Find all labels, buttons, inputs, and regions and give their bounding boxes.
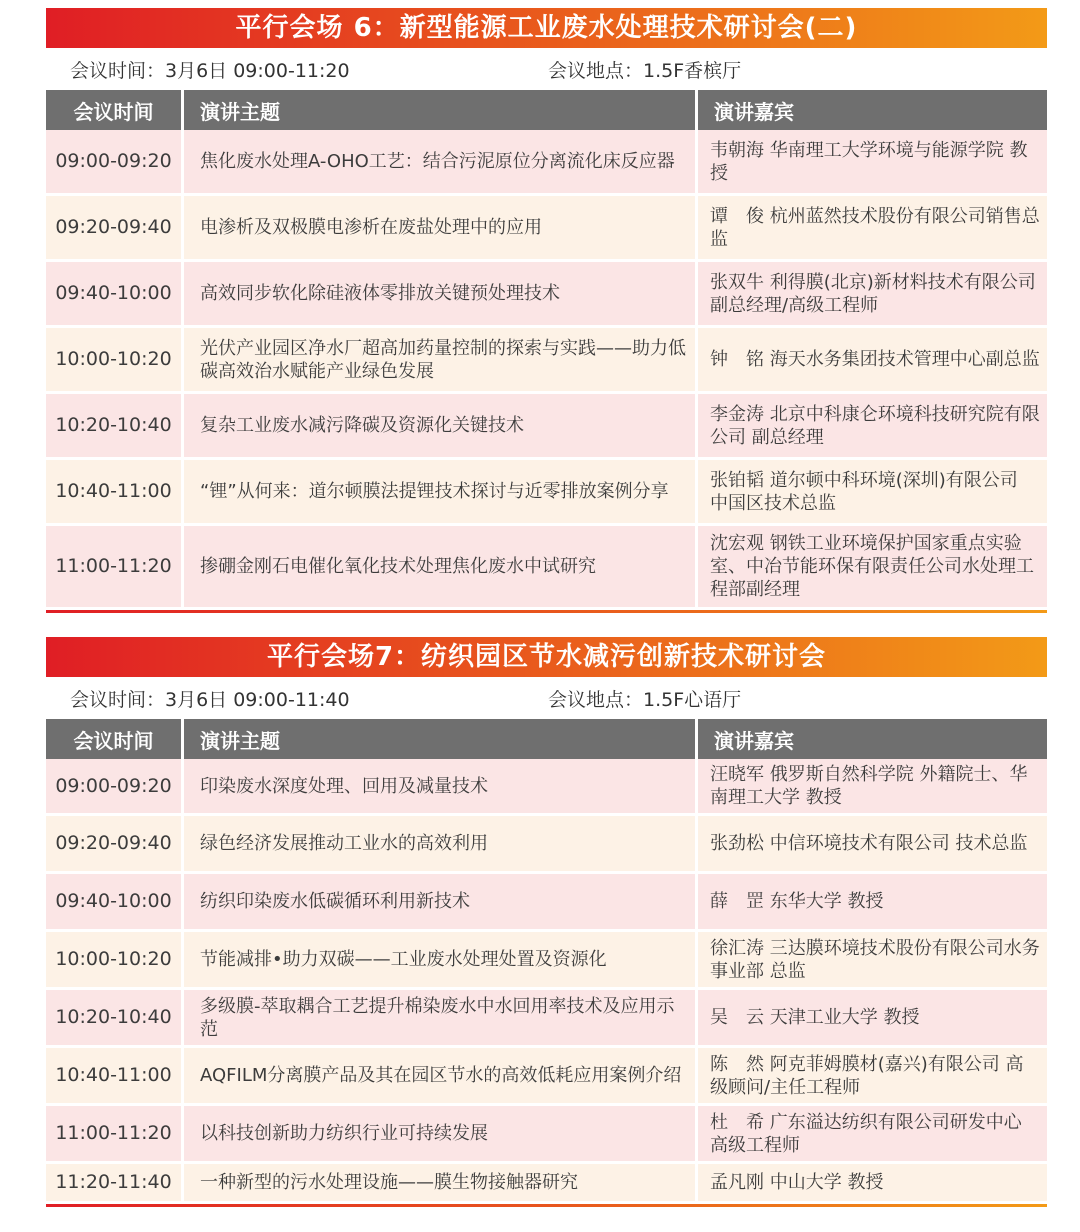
session-6-schedule-table (46, 90, 1047, 610)
row-guest: 张劲松 中信环境技术有限公司 技术总监 (698, 816, 1047, 874)
table-row (46, 1106, 1047, 1164)
table-row (46, 990, 1047, 1048)
table-row (46, 130, 1047, 196)
row-time: 10:00-10:20 (46, 328, 184, 394)
session-6-title: 平行会场 6：新型能源工业废水处理技术研讨会(二) (46, 8, 1047, 48)
row-time: 09:40-10:00 (46, 874, 184, 932)
row-time: 10:20-10:40 (46, 990, 184, 1048)
table-row (46, 874, 1047, 932)
table-row (46, 196, 1047, 262)
session-6-bottom-divider (46, 610, 1047, 613)
header-guest: 演讲嘉宾 (698, 90, 1047, 130)
row-guest: 钟 铭 海天水务集团技术管理中心副总监 (698, 328, 1047, 394)
row-guest: 吴 云 天津工业大学 教授 (698, 990, 1047, 1048)
session-7-schedule-table (46, 719, 1047, 1204)
session-7-bottom-divider (46, 1204, 1047, 1207)
session-7 (46, 637, 1047, 1207)
row-guest: 薛 罡 东华大学 教授 (698, 874, 1047, 932)
row-topic: 一种新型的污水处理设施——膜生物接触器研究 (184, 1164, 698, 1204)
header-topic: 演讲主题 (184, 90, 698, 130)
row-topic: 纺织印染废水低碳循环利用新技术 (184, 874, 698, 932)
session-6-time: 会议时间：3月6日 09:00-11:20 (70, 60, 350, 82)
row-guest: 杜 希 广东溢达纺织有限公司研发中心 高级工程师 (698, 1106, 1047, 1164)
row-time: 09:20-09:40 (46, 816, 184, 874)
row-time: 09:40-10:00 (46, 262, 184, 328)
row-topic: 绿色经济发展推动工业水的高效利用 (184, 816, 698, 874)
table-row (46, 932, 1047, 990)
row-topic: 高效同步软化除硅液体零排放关键预处理技术 (184, 262, 698, 328)
session-6-place: 会议地点：1.5F香槟厅 (548, 60, 742, 82)
session-7-place: 会议地点：1.5F心语厅 (548, 689, 742, 711)
row-topic: 掺硼金刚石电催化氧化技术处理焦化废水中试研究 (184, 526, 698, 610)
row-time: 11:00-11:20 (46, 1106, 184, 1164)
header-guest: 演讲嘉宾 (698, 719, 1047, 759)
table-row (46, 1048, 1047, 1106)
table-header-row (46, 719, 1047, 759)
row-topic: 多级膜-萃取耦合工艺提升棉染废水中水回用率技术及应用示范 (184, 990, 698, 1048)
row-guest: 汪晓军 俄罗斯自然科学院 外籍院士、华南理工大学 教授 (698, 759, 1047, 816)
table-row (46, 759, 1047, 816)
row-time: 10:40-11:00 (46, 460, 184, 526)
row-topic: 光伏产业园区净水厂超高加药量控制的探索与实践——助力低碳高效治水赋能产业绿色发展 (184, 328, 698, 394)
row-time: 10:00-10:20 (46, 932, 184, 990)
row-guest: 沈宏观 钢铁工业环境保护国家重点实验室、中冶节能环保有限责任公司水处理工程部副经理 (698, 526, 1047, 610)
header-topic: 演讲主题 (184, 719, 698, 759)
row-guest: 李金涛 北京中科康仑环境科技研究院有限公司 副总经理 (698, 394, 1047, 460)
row-topic: 电渗析及双极膜电渗析在废盐处理中的应用 (184, 196, 698, 262)
row-time: 09:00-09:20 (46, 759, 184, 816)
session-6 (46, 8, 1047, 613)
row-topic: 节能减排•助力双碳——工业废水处理处置及资源化 (184, 932, 698, 990)
row-topic: 焦化废水处理A-OHO工艺：结合污泥原位分离流化床反应器 (184, 130, 698, 196)
row-guest: 韦朝海 华南理工大学环境与能源学院 教授 (698, 130, 1047, 196)
row-guest: 张铂韬 道尔顿中科环境(深圳)有限公司 中国区技术总监 (698, 460, 1047, 526)
session-7-title: 平行会场7：纺织园区节水减污创新技术研讨会 (46, 637, 1047, 677)
row-time: 11:20-11:40 (46, 1164, 184, 1204)
row-time: 10:20-10:40 (46, 394, 184, 460)
row-topic: “锂”从何来：道尔顿膜法提锂技术探讨与近零排放案例分享 (184, 460, 698, 526)
row-guest: 陈 然 阿克菲姆膜材(嘉兴)有限公司 高级顾问/主任工程师 (698, 1048, 1047, 1106)
row-time: 09:20-09:40 (46, 196, 184, 262)
row-guest: 徐汇涛 三达膜环境技术股份有限公司水务事业部 总监 (698, 932, 1047, 990)
row-guest: 孟凡刚 中山大学 教授 (698, 1164, 1047, 1204)
table-row (46, 328, 1047, 394)
row-time: 11:00-11:20 (46, 526, 184, 610)
row-topic: AQFILM分离膜产品及其在园区节水的高效低耗应用案例介绍 (184, 1048, 698, 1106)
table-row (46, 816, 1047, 874)
row-guest: 张双牛 利得膜(北京)新材料技术有限公司 副总经理/高级工程师 (698, 262, 1047, 328)
session-6-info (46, 48, 1047, 90)
session-7-info (46, 677, 1047, 719)
row-time: 09:00-09:20 (46, 130, 184, 196)
table-header-row (46, 90, 1047, 130)
row-topic: 以科技创新助力纺织行业可持续发展 (184, 1106, 698, 1164)
row-topic: 复杂工业废水减污降碳及资源化关键技术 (184, 394, 698, 460)
row-guest: 谭 俊 杭州蓝然技术股份有限公司销售总监 (698, 196, 1047, 262)
header-time: 会议时间 (46, 90, 184, 130)
table-row (46, 262, 1047, 328)
row-time: 10:40-11:00 (46, 1048, 184, 1106)
table-row (46, 526, 1047, 610)
table-row (46, 460, 1047, 526)
table-row (46, 1164, 1047, 1204)
header-time: 会议时间 (46, 719, 184, 759)
row-topic: 印染废水深度处理、回用及减量技术 (184, 759, 698, 816)
session-7-time: 会议时间：3月6日 09:00-11:40 (70, 689, 350, 711)
table-row (46, 394, 1047, 460)
